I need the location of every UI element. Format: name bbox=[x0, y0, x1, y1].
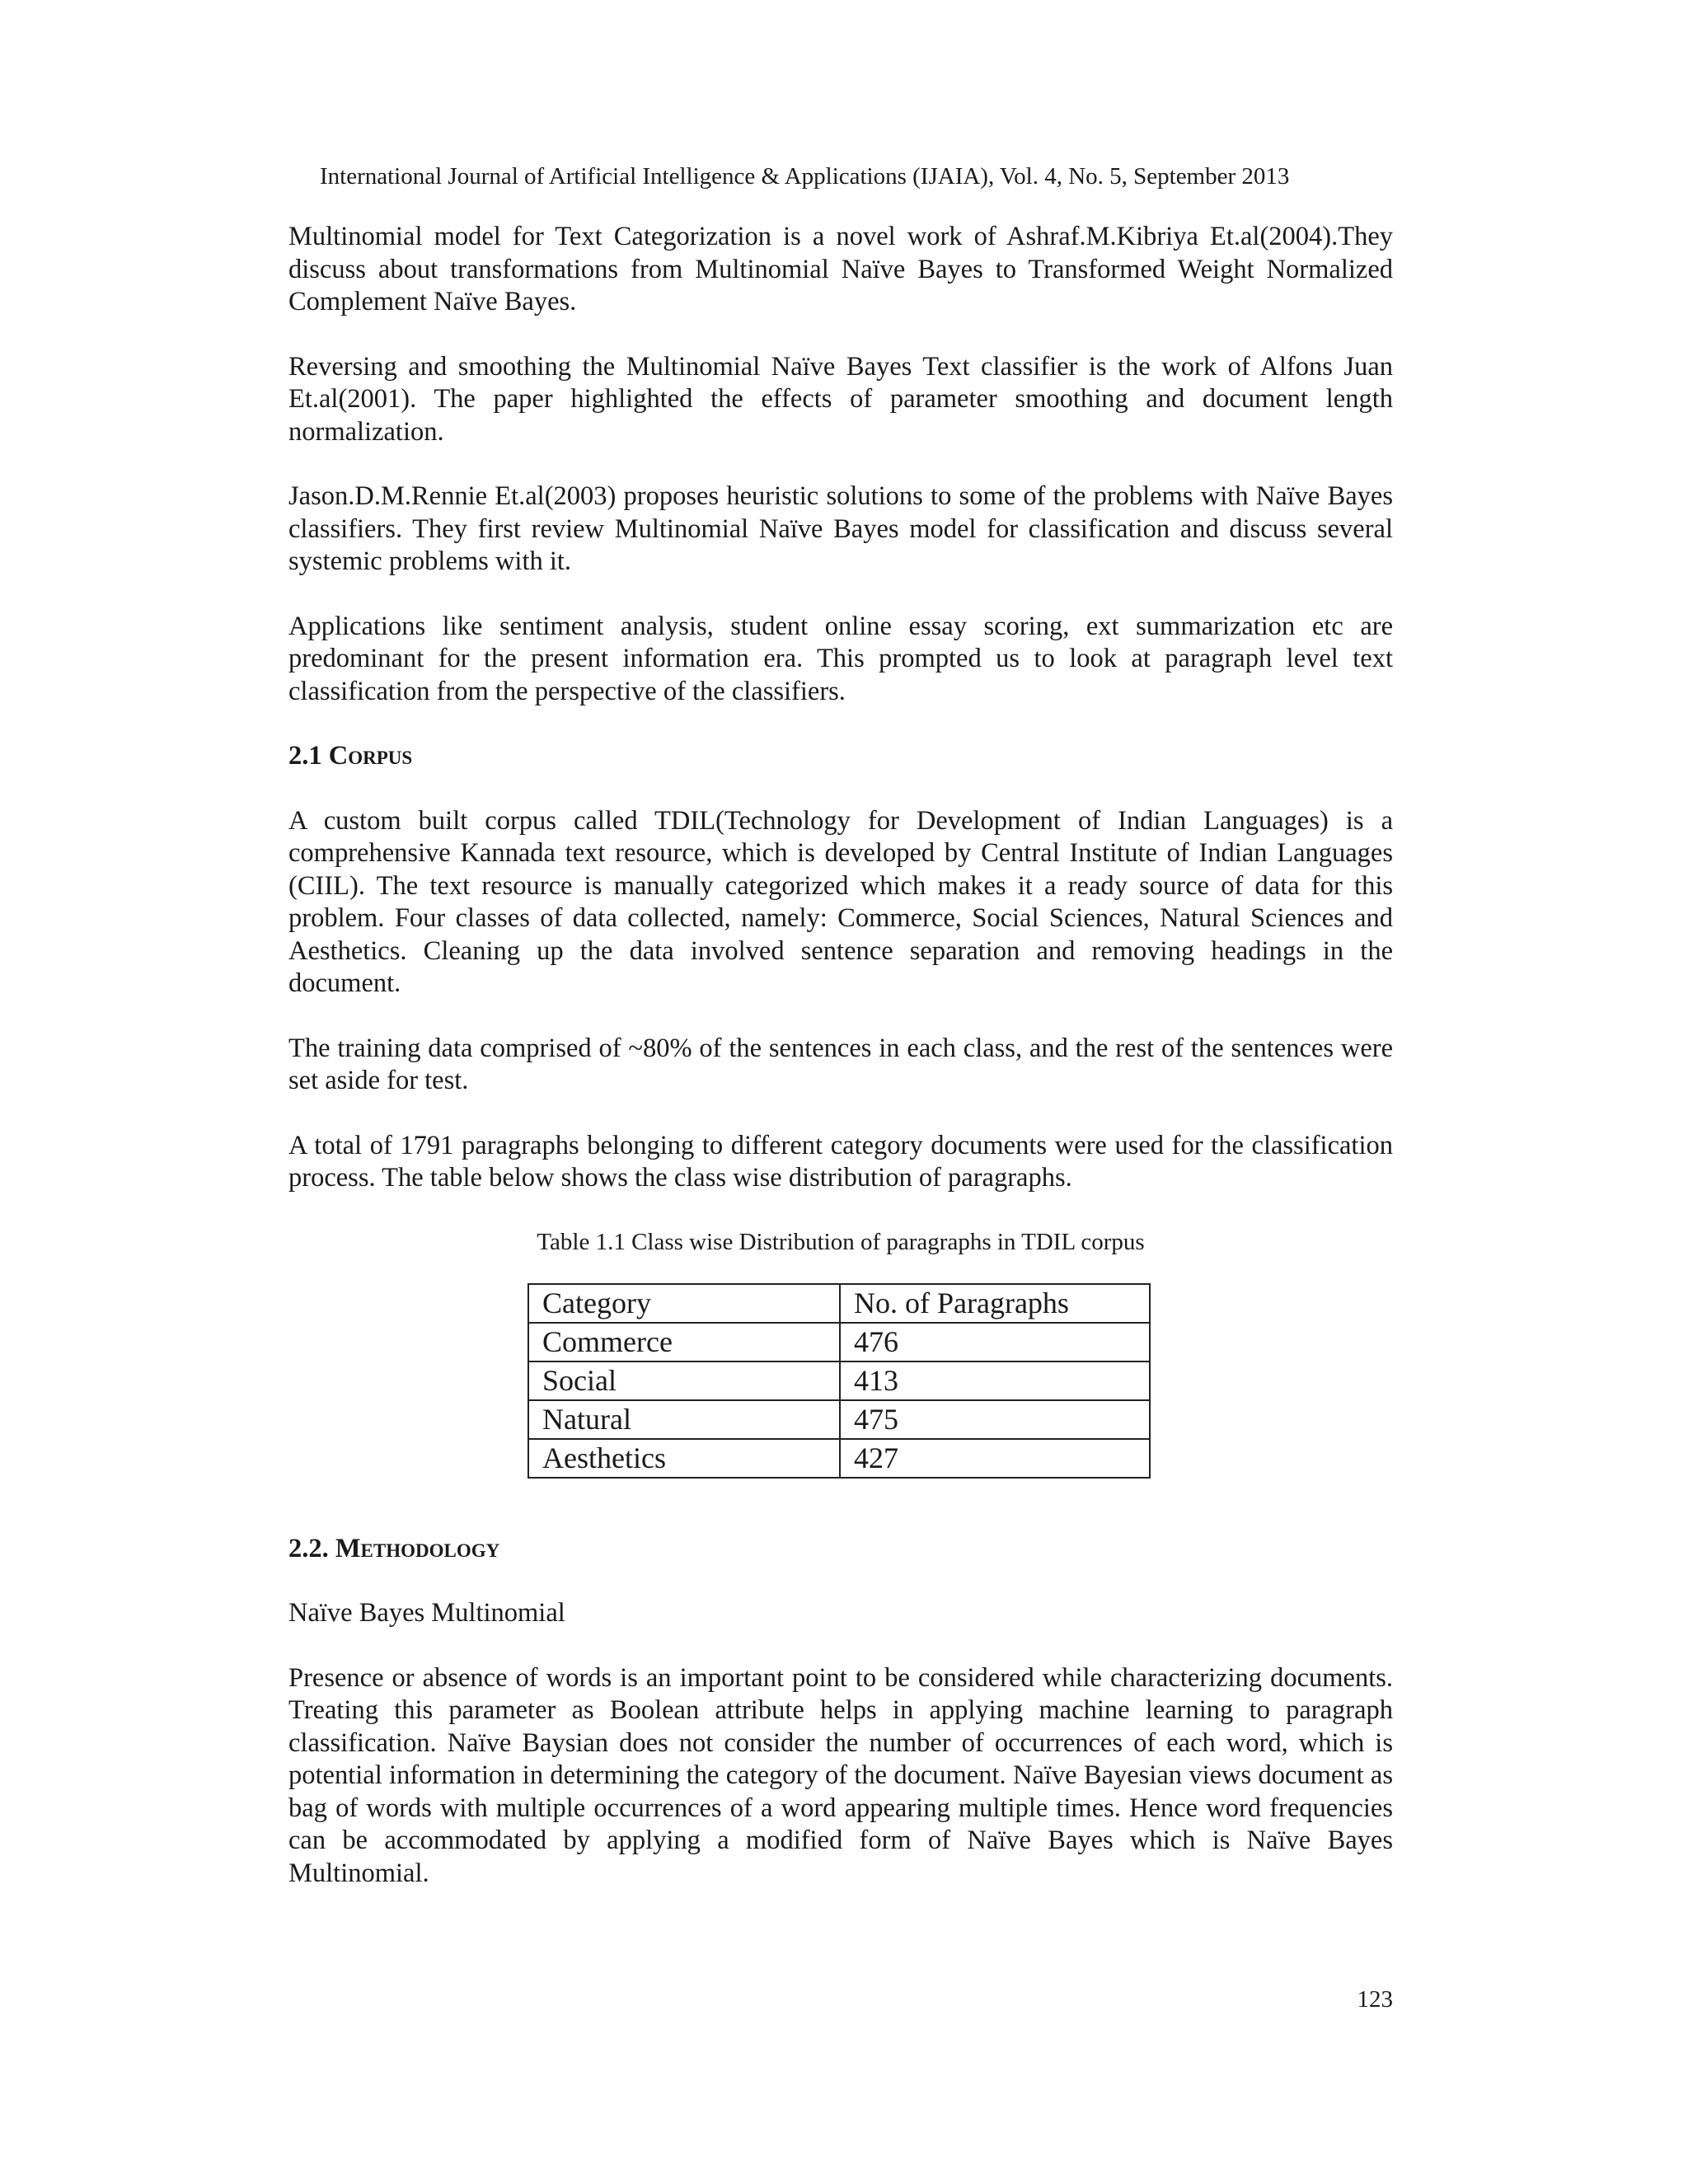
running-header: International Journal of Artificial Intelligence & Applications (IJAIA), Vol. 4, No. 5, September 2013 bbox=[320, 163, 1290, 190]
section-title: Methodology bbox=[335, 1533, 500, 1563]
table-cell-count: 476 bbox=[840, 1323, 1150, 1361]
table-cell-count: 427 bbox=[840, 1439, 1150, 1478]
section-number: 2.2. bbox=[288, 1533, 335, 1563]
table-header-cell: No. of Paragraphs bbox=[840, 1284, 1150, 1323]
intro-paragraph-juan: Reversing and smoothing the Multinomial Naïve Bayes Text classifier is the work of Alfons Juan Et.al(2001). The paper highlighted the effects of parameter smoothing and document length normalization. bbox=[288, 351, 1393, 447]
table-header-row bbox=[528, 1284, 1150, 1323]
table-cell-category: Commerce bbox=[528, 1323, 840, 1361]
table-cell-count: 413 bbox=[840, 1361, 1150, 1400]
corpus-paragraph-total: A total of 1791 paragraphs belonging to different category documents were used for the classification process. The table below shows the class wise distribution of paragraphs. bbox=[288, 1130, 1393, 1193]
corpus-paragraph-training: The training data comprised of ~80% of the sentences in each class, and the rest of the sentences were set aside for test. bbox=[288, 1033, 1393, 1095]
table-header-cell: Category bbox=[528, 1284, 840, 1323]
section-heading-corpus bbox=[288, 740, 1393, 773]
page-body bbox=[288, 221, 1393, 1922]
intro-paragraph-applications: Applications like sentiment analysis, student online essay scoring, ext summarization etc are predominant for the present information era. This prompted us to look at paragraph level text classification from the perspective of the classifiers. bbox=[288, 611, 1393, 706]
table-row bbox=[528, 1400, 1150, 1439]
table-caption: Table 1.1 Class wise Distribution of paragraphs in TDIL corpus bbox=[537, 1228, 1145, 1255]
methodology-paragraph: Presence or absence of words is an important point to be considered while characterizing documents. Treating this parameter as Boolean attribute helps in applying machine learning to paragraph classification. Naïve Baysian does not consider the number of occurrences of each word, which is potential information in determining the category of the document. Naïve Bayesian views document as bag of words with multiple occurrences of a word appearing multiple times. Hence word frequencies can be accommodated by applying a modified form of Naïve Bayes which is Naïve Bayes Multinomial. bbox=[288, 1662, 1393, 1888]
table-cell-category: Aesthetics bbox=[528, 1439, 840, 1478]
table-cell-count: 475 bbox=[840, 1400, 1150, 1439]
table-row bbox=[528, 1361, 1150, 1400]
distribution-table bbox=[528, 1283, 1151, 1479]
table-row bbox=[528, 1439, 1150, 1478]
intro-paragraph-rennie: Jason.D.M.Rennie Et.al(2003) proposes heuristic solutions to some of the problems with Naïve Bayes classifiers. They first review Multinomial Naïve Bayes model for classification and discuss several systemic problems with it. bbox=[288, 481, 1393, 576]
table-cell-category: Social bbox=[528, 1361, 840, 1400]
section-number: 2.1 bbox=[288, 741, 329, 771]
subsection-heading: Naïve Bayes Multinomial bbox=[288, 1598, 565, 1628]
corpus-paragraph-description: A custom built corpus called TDIL(Technology for Development of Indian Languages) is a comprehensive Kannada text resource, which is developed by Central Institute of Indian Languages (CIIL). The text resource is manually categorized which makes it a ready source of data for this problem. Four classes of data collected, namely: Commerce, Social Sciences, Natural Sciences and Aesthetics. Cleaning up the data involved sentence separation and removing headings in the document. bbox=[288, 805, 1393, 998]
page-number: 123 bbox=[1357, 1986, 1393, 2013]
section-title: Corpus bbox=[328, 741, 413, 771]
table-cell-category: Natural bbox=[528, 1400, 840, 1439]
section-heading-methodology bbox=[288, 1533, 1393, 1566]
table-row bbox=[528, 1323, 1150, 1361]
intro-paragraph-kibriya: Multinomial model for Text Categorization is a novel work of Ashraf.M.Kibriya Et.al(2004).They discuss about transformations from Multinomial Naïve Bayes to Transformed Weight Normalized Complement Naïve Bayes. bbox=[288, 222, 1393, 316]
